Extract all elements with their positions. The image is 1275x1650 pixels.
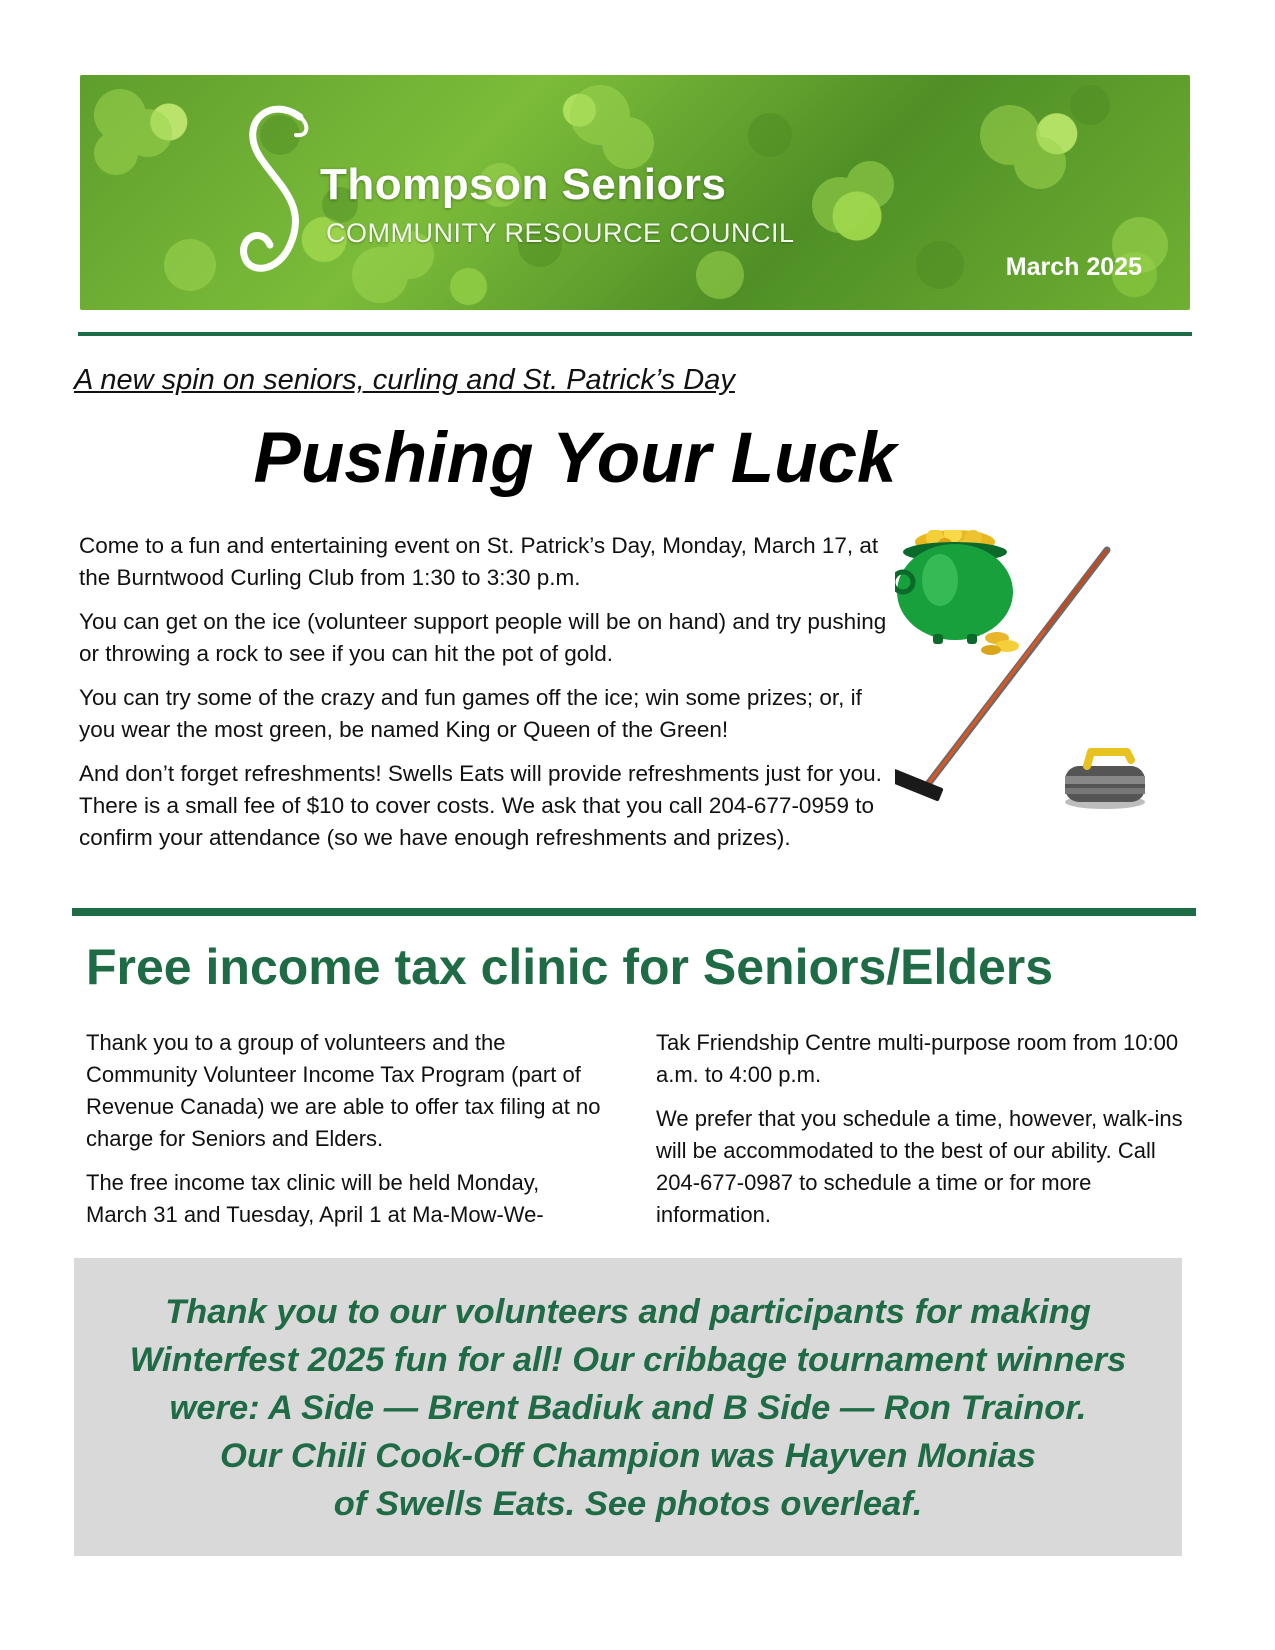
feature-paragraph: Come to a fun and entertaining event on St. Patrick’s Day, Monday, March 17, at the Burntwood Curling Club from 1:30 to 3:30 p.m.	[79, 533, 879, 590]
thank-you-line: Our Chili Cook-Off Champion was Hayven Monias	[220, 1437, 1036, 1475]
divider	[78, 332, 1192, 336]
tax-clinic-column-right	[656, 1027, 1186, 1243]
thank-you-line: were: A Side — Brent Badiuk and B Side — Ron Trainor.	[169, 1389, 1087, 1427]
feature-paragraph: You can get on the ice (volunteer support people will be on hand) and try pushing or throwing a rock to see if you can hit the pot of gold.	[79, 609, 887, 666]
section-divider	[72, 908, 1196, 916]
thank-you-box	[74, 1258, 1182, 1556]
thank-you-line: of Swells Eats. See photos overleaf.	[333, 1485, 923, 1523]
thank-you-message	[74, 1288, 1182, 1528]
header-banner	[80, 75, 1190, 310]
tax-paragraph: The free income tax clinic will be held Monday, March 31 and Tuesday, April 1 at Ma-Mow-We-	[86, 1170, 544, 1227]
feature-kicker: A new spin on seniors, curling and St. Patrick’s Day	[74, 364, 735, 396]
tax-paragraph: We prefer that you schedule a time, however, walk-ins will be accommodated to the best of our ability. Call 204-677-0987 to schedule a time or for more information.	[656, 1106, 1183, 1227]
feature-illustration	[895, 530, 1180, 850]
pot-of-gold-icon	[895, 530, 1019, 655]
curling-stone-icon	[1065, 752, 1145, 809]
feature-body	[79, 530, 899, 866]
org-name: Thompson Seniors	[320, 160, 727, 209]
org-subtitle: COMMUNITY RESOURCE COUNCIL	[326, 218, 795, 248]
tax-clinic-title: Free income tax clinic for Seniors/Elders	[86, 939, 1054, 995]
script-s-logo-icon	[230, 95, 320, 285]
tax-paragraph: Thank you to a group of volunteers and the Community Volunteer Income Tax Program (part of Revenue Canada) we are able to offer tax filing at no charge for Seniors and Elders.	[86, 1030, 601, 1151]
feature-paragraph: You can try some of the crazy and fun games off the ice; win some prizes; or, if you wear the most green, be named King or Queen of the Green!	[79, 685, 862, 742]
tax-paragraph: Tak Friendship Centre multi-purpose room from 10:00 a.m. to 4:00 p.m.	[656, 1030, 1179, 1087]
issue-date: March 2025	[1005, 253, 1142, 281]
tax-clinic-column-left	[86, 1027, 606, 1243]
feature-paragraph: And don’t forget refreshments! Swells Eats will provide refreshments just for you. There is a small fee of $10 to cover costs. We ask that you call 204-677-0959 to confirm your attendance (so we have enough refreshments and prizes).	[79, 761, 882, 850]
thank-you-line: Winterfest 2025 fun for all! Our cribbage tournament winners	[129, 1341, 1127, 1379]
feature-headline: Pushing Your Luck	[253, 419, 897, 498]
thank-you-line: Thank you to our volunteers and participants for making	[165, 1293, 1091, 1331]
